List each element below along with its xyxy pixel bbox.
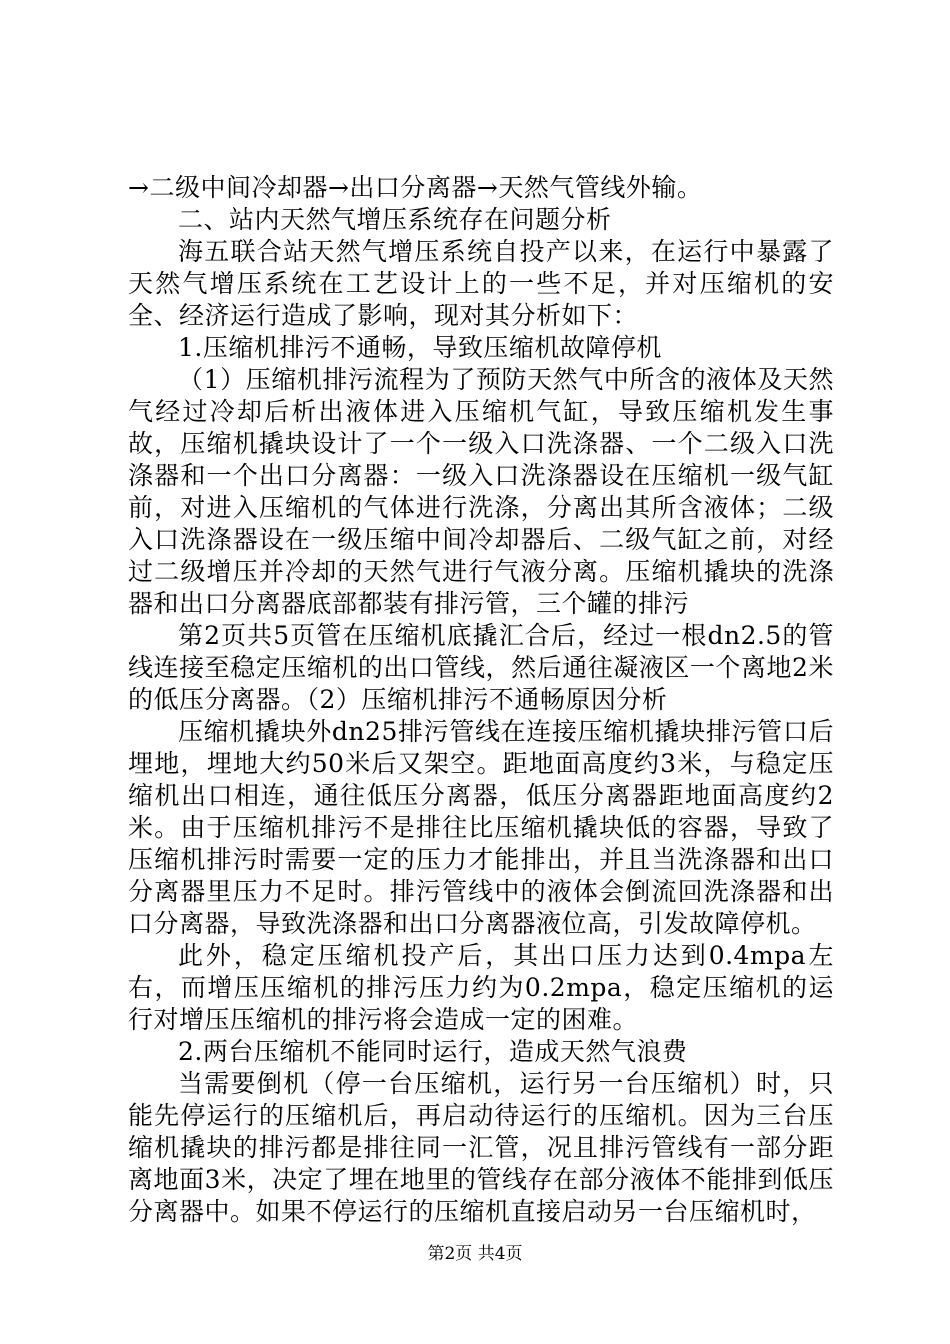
subsection-heading: 1.压缩机排污不通畅，导致压缩机故障停机 — [178, 333, 662, 362]
paragraph: （1）压缩机排污流程为了预防天然气中所含的液体及天然气经过冷却后析出液体进入压缩机气缸，导致压缩机发生事故，压缩机撬块设计了一个一级入口洗涤器、一个二级入口洗涤器和一个出口分离器：一级入口洗涤器设在压缩机一级气缸前，对进入压缩机的气体进行洗涤，分离出其所含液体；二级入口洗涤器设在一级压缩中间冷却器后、二级气缸之前，对经过二级增压并冷却的天然气进行气液分离。压缩机撬块的洗涤器和出口分离器底部都装有排污管，三个罐的排污 — [128, 365, 834, 618]
page-footer: 第2页 共4页 — [427, 1244, 523, 1264]
section-heading: 二、站内天然气增压系统存在问题分析 — [178, 205, 612, 234]
paragraph: 当需要倒机（停一台压缩机，运行另一台压缩机）时，只能先停运行的压缩机后，再启动待运行的压缩机。因为三台压缩机撬块的排污都是排往同一汇管，况且排污管线有一部分距离地面3米，决定了埋在地里的管线存在部分液体不能排到低压分离器中。如果不停运行的压缩机直接启动另一台压缩机时， — [128, 1069, 834, 1226]
paragraph: 海五联合站天然气增压系统自投产以来，在运行中暴露了天然气增压系统在工艺设计上的一些不足，并对压缩机的安全、经济运行造成了影响，现对其分析如下： — [128, 237, 834, 330]
paragraph: 压缩机撬块外dn25排污管线在连接压缩机撬块排污管口后埋地，埋地大约50米后又架空。距地面高度约3米，与稳定压缩机出口相连，通往低压分离器，低压分离器距地面高度约2米。由于压缩机排污不是排往比压缩机撬块低的容器，导致了压缩机排污时需要一定的压力才能排出，并且当洗涤器和出口分离器里压力不足时。排污管线中的液体会倒流回洗涤器和出口分离器，导致洗涤器和出口分离器液位高，引发故障停机。 — [128, 717, 834, 938]
paragraph: →二级中间冷却器→出口分离器→天然气管线外输。 — [128, 173, 703, 202]
paragraph: 此外，稳定压缩机投产后，其出口压力达到0.4mpa左右，而增压压缩机的排污压力约为0.2mpa，稳定压缩机的运行对增压压缩机的排污将会造成一定的困难。 — [128, 941, 834, 1034]
paragraph: 第2页共5页管在压缩机底撬汇合后，经过一根dn2.5的管线连接至稳定压缩机的出口管线，然后通往凝液区一个离地2米的低压分离器。（2）压缩机排污不通畅原因分析 — [128, 621, 834, 714]
document-body — [128, 172, 834, 1228]
subsection-heading: 2.两台压缩机不能同时运行，造成天然气浪费 — [178, 1037, 688, 1066]
